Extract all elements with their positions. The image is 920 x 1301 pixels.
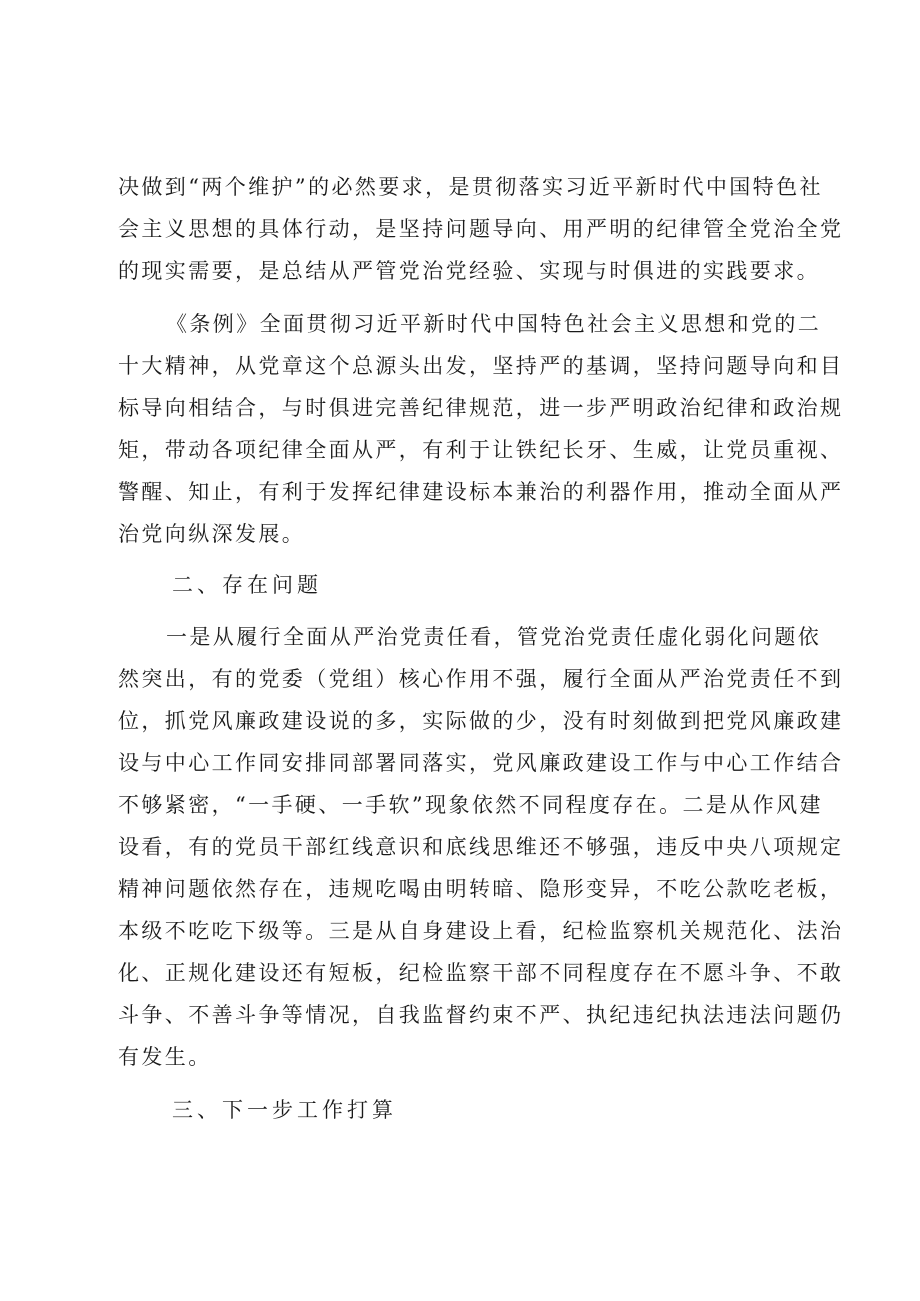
paragraph-3-line-8: 本级不吃吃下级等。三是从自身建设上看，纪检监察机关规范化、法治 — [118, 919, 844, 943]
paragraph-1-line-3: 的现实需要，是总结从严管党治党经验、实现与时俱进的实践要求。 — [118, 259, 820, 283]
paragraph-3-line-9: 化、正规化建设还有短板，纪检监察干部不同程度存在不愿斗争、不敢 — [118, 961, 844, 985]
paragraph-2-line-4: 矩，带动各项纪律全面从严，有利于让铁纪长牙、生威，让党员重视、 — [118, 438, 844, 462]
paragraph-3-line-11: 有发生。 — [118, 1045, 212, 1069]
paragraph-2-line-3: 标导向相结合，与时俱进完善纪律规范，进一步严明政治纪律和政治规 — [118, 396, 844, 420]
paragraph-3-line-6: 设看，有的党员干部红线意识和底线思维还不够强，违反中央八项规定 — [118, 835, 844, 859]
paragraph-2-line-2: 十大精神，从党章这个总源头出发，坚持严的基调，坚持问题导向和目 — [118, 354, 844, 378]
section-heading-problems: 二、存在问题 — [172, 573, 322, 597]
paragraph-3-line-7: 精神问题依然存在，违规吃喝由明转暗、隐形变异，不吃公款吃老板， — [118, 877, 844, 901]
paragraph-1-line-2: 会主义思想的具体行动，是坚持问题导向、用严明的纪律管全党治全党 — [118, 217, 844, 241]
paragraph-2-line-1: 《条例》全面贯彻习近平新时代中国特色社会主义思想和党的二 — [166, 312, 822, 336]
paragraph-2-line-5: 警醒、知止，有利于发挥纪律建设标本兼治的利器作用，推动全面从严 — [118, 480, 844, 504]
paragraph-1-line-1: 决做到“两个维护”的必然要求，是贯彻落实习近平新时代中国特色社 — [118, 175, 823, 199]
section-heading-next-steps: 三、下一步工作打算 — [172, 1098, 397, 1122]
paragraph-3-line-5: 不够紧密，“一手硬、一手软”现象依然不同程度存在。二是从作风建 — [118, 793, 823, 817]
paragraph-3-line-2: 然突出，有的党委（党组）核心作用不强，履行全面从严治党责任不到 — [118, 667, 844, 691]
paragraph-3-line-10: 斗争、不善斗争等情况，自我监督约束不严、执纪违纪执法违法问题仍 — [118, 1003, 844, 1027]
paragraph-3-line-4: 设与中心工作同安排同部署同落实，党风廉政建设工作与中心工作结合 — [118, 751, 844, 775]
paragraph-3-line-1: 一是从履行全面从严治党责任看，管党治党责任虚化弱化问题依 — [166, 625, 822, 649]
paragraph-2-line-6: 治党向纵深发展。 — [118, 522, 306, 546]
paragraph-3-line-3: 位，抓党风廉政建设说的多，实际做的少，没有时刻做到把党风廉政建 — [118, 709, 844, 733]
